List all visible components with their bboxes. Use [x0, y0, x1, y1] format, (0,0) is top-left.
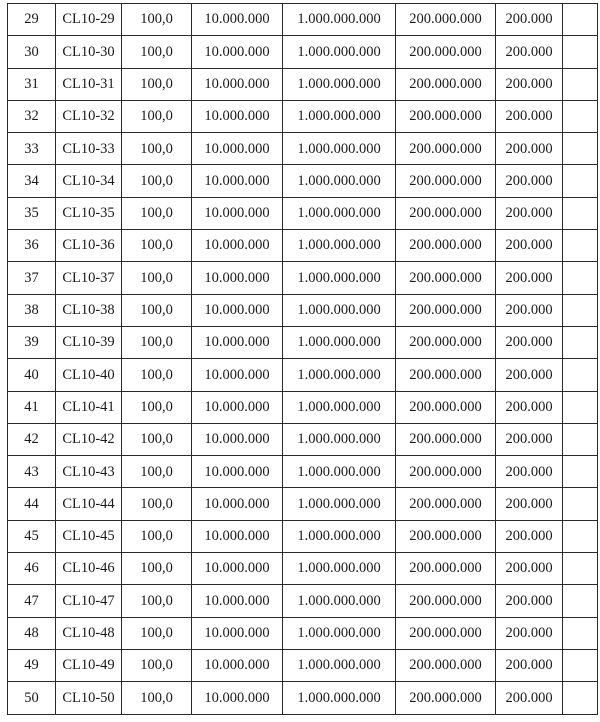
lot-code-cell: CL10-38 — [56, 294, 122, 326]
starting-price-cell: 1.000.000.000 — [283, 553, 396, 585]
starting-price-cell: 1.000.000.000 — [283, 423, 396, 455]
starting-price-cell: 1.000.000.000 — [283, 359, 396, 391]
lot-code-cell: CL10-50 — [56, 682, 122, 714]
table-row — [8, 585, 598, 617]
area-cell: 100,0 — [122, 456, 192, 488]
lot-code-cell: CL10-33 — [56, 133, 122, 165]
unit-price-cell: 10.000.000 — [192, 423, 283, 455]
area-cell: 100,0 — [122, 488, 192, 520]
row-number-cell: 46 — [8, 553, 56, 585]
table-row — [8, 4, 598, 36]
fee-cell: 200.000 — [496, 326, 563, 358]
starting-price-cell: 1.000.000.000 — [283, 488, 396, 520]
table-row — [8, 133, 598, 165]
note-cell — [563, 682, 598, 714]
lots-table-body — [8, 4, 598, 715]
unit-price-cell: 10.000.000 — [192, 165, 283, 197]
starting-price-cell: 1.000.000.000 — [283, 4, 396, 36]
note-cell — [563, 230, 598, 262]
fee-cell: 200.000 — [496, 36, 563, 68]
fee-cell: 200.000 — [496, 617, 563, 649]
unit-price-cell: 10.000.000 — [192, 488, 283, 520]
note-cell — [563, 423, 598, 455]
note-cell — [563, 294, 598, 326]
table-row — [8, 391, 598, 423]
deposit-cell: 200.000.000 — [396, 456, 496, 488]
deposit-cell: 200.000.000 — [396, 36, 496, 68]
deposit-cell: 200.000.000 — [396, 649, 496, 681]
lots-table — [7, 3, 598, 715]
table-row — [8, 197, 598, 229]
deposit-cell: 200.000.000 — [396, 4, 496, 36]
note-cell — [563, 4, 598, 36]
note-cell — [563, 520, 598, 552]
lot-code-cell: CL10-35 — [56, 197, 122, 229]
note-cell — [563, 68, 598, 100]
area-cell: 100,0 — [122, 4, 192, 36]
fee-cell: 200.000 — [496, 133, 563, 165]
deposit-cell: 200.000.000 — [396, 68, 496, 100]
lot-code-cell: CL10-37 — [56, 262, 122, 294]
area-cell: 100,0 — [122, 391, 192, 423]
deposit-cell: 200.000.000 — [396, 617, 496, 649]
unit-price-cell: 10.000.000 — [192, 36, 283, 68]
table-row — [8, 488, 598, 520]
row-number-cell: 30 — [8, 36, 56, 68]
fee-cell: 200.000 — [496, 100, 563, 132]
unit-price-cell: 10.000.000 — [192, 230, 283, 262]
fee-cell: 200.000 — [496, 488, 563, 520]
note-cell — [563, 359, 598, 391]
table-row — [8, 262, 598, 294]
table-row — [8, 100, 598, 132]
starting-price-cell: 1.000.000.000 — [283, 230, 396, 262]
row-number-cell: 48 — [8, 617, 56, 649]
row-number-cell: 36 — [8, 230, 56, 262]
unit-price-cell: 10.000.000 — [192, 682, 283, 714]
table-row — [8, 649, 598, 681]
note-cell — [563, 326, 598, 358]
fee-cell: 200.000 — [496, 391, 563, 423]
area-cell: 100,0 — [122, 36, 192, 68]
unit-price-cell: 10.000.000 — [192, 391, 283, 423]
row-number-cell: 42 — [8, 423, 56, 455]
table-row — [8, 165, 598, 197]
row-number-cell: 44 — [8, 488, 56, 520]
table-row — [8, 682, 598, 714]
starting-price-cell: 1.000.000.000 — [283, 100, 396, 132]
area-cell: 100,0 — [122, 326, 192, 358]
deposit-cell: 200.000.000 — [396, 326, 496, 358]
unit-price-cell: 10.000.000 — [192, 133, 283, 165]
starting-price-cell: 1.000.000.000 — [283, 585, 396, 617]
note-cell — [563, 617, 598, 649]
note-cell — [563, 553, 598, 585]
lot-code-cell: CL10-48 — [56, 617, 122, 649]
fee-cell: 200.000 — [496, 359, 563, 391]
fee-cell: 200.000 — [496, 165, 563, 197]
area-cell: 100,0 — [122, 682, 192, 714]
note-cell — [563, 391, 598, 423]
deposit-cell: 200.000.000 — [396, 165, 496, 197]
unit-price-cell: 10.000.000 — [192, 585, 283, 617]
deposit-cell: 200.000.000 — [396, 391, 496, 423]
lot-code-cell: CL10-49 — [56, 649, 122, 681]
starting-price-cell: 1.000.000.000 — [283, 165, 396, 197]
fee-cell: 200.000 — [496, 520, 563, 552]
area-cell: 100,0 — [122, 585, 192, 617]
area-cell: 100,0 — [122, 520, 192, 552]
fee-cell: 200.000 — [496, 197, 563, 229]
area-cell: 100,0 — [122, 197, 192, 229]
unit-price-cell: 10.000.000 — [192, 553, 283, 585]
fee-cell: 200.000 — [496, 423, 563, 455]
deposit-cell: 200.000.000 — [396, 294, 496, 326]
starting-price-cell: 1.000.000.000 — [283, 649, 396, 681]
note-cell — [563, 262, 598, 294]
unit-price-cell: 10.000.000 — [192, 100, 283, 132]
area-cell: 100,0 — [122, 133, 192, 165]
table-row — [8, 230, 598, 262]
row-number-cell: 49 — [8, 649, 56, 681]
lot-code-cell: CL10-30 — [56, 36, 122, 68]
deposit-cell: 200.000.000 — [396, 423, 496, 455]
lot-code-cell: CL10-36 — [56, 230, 122, 262]
starting-price-cell: 1.000.000.000 — [283, 326, 396, 358]
starting-price-cell: 1.000.000.000 — [283, 391, 396, 423]
area-cell: 100,0 — [122, 553, 192, 585]
note-cell — [563, 456, 598, 488]
unit-price-cell: 10.000.000 — [192, 294, 283, 326]
area-cell: 100,0 — [122, 359, 192, 391]
deposit-cell: 200.000.000 — [396, 585, 496, 617]
unit-price-cell: 10.000.000 — [192, 262, 283, 294]
deposit-cell: 200.000.000 — [396, 100, 496, 132]
unit-price-cell: 10.000.000 — [192, 68, 283, 100]
row-number-cell: 43 — [8, 456, 56, 488]
unit-price-cell: 10.000.000 — [192, 197, 283, 229]
row-number-cell: 38 — [8, 294, 56, 326]
note-cell — [563, 197, 598, 229]
lot-code-cell: CL10-46 — [56, 553, 122, 585]
note-cell — [563, 165, 598, 197]
starting-price-cell: 1.000.000.000 — [283, 682, 396, 714]
lot-code-cell: CL10-47 — [56, 585, 122, 617]
row-number-cell: 40 — [8, 359, 56, 391]
area-cell: 100,0 — [122, 165, 192, 197]
deposit-cell: 200.000.000 — [396, 262, 496, 294]
note-cell — [563, 133, 598, 165]
row-number-cell: 31 — [8, 68, 56, 100]
table-row — [8, 520, 598, 552]
lot-code-cell: CL10-42 — [56, 423, 122, 455]
unit-price-cell: 10.000.000 — [192, 326, 283, 358]
starting-price-cell: 1.000.000.000 — [283, 36, 396, 68]
row-number-cell: 29 — [8, 4, 56, 36]
area-cell: 100,0 — [122, 100, 192, 132]
starting-price-cell: 1.000.000.000 — [283, 456, 396, 488]
row-number-cell: 39 — [8, 326, 56, 358]
note-cell — [563, 100, 598, 132]
unit-price-cell: 10.000.000 — [192, 359, 283, 391]
lot-code-cell: CL10-44 — [56, 488, 122, 520]
table-row — [8, 617, 598, 649]
note-cell — [563, 488, 598, 520]
starting-price-cell: 1.000.000.000 — [283, 197, 396, 229]
note-cell — [563, 585, 598, 617]
starting-price-cell: 1.000.000.000 — [283, 262, 396, 294]
starting-price-cell: 1.000.000.000 — [283, 520, 396, 552]
deposit-cell: 200.000.000 — [396, 553, 496, 585]
table-row — [8, 68, 598, 100]
unit-price-cell: 10.000.000 — [192, 456, 283, 488]
unit-price-cell: 10.000.000 — [192, 617, 283, 649]
starting-price-cell: 1.000.000.000 — [283, 133, 396, 165]
area-cell: 100,0 — [122, 68, 192, 100]
unit-price-cell: 10.000.000 — [192, 4, 283, 36]
area-cell: 100,0 — [122, 649, 192, 681]
deposit-cell: 200.000.000 — [396, 133, 496, 165]
row-number-cell: 35 — [8, 197, 56, 229]
row-number-cell: 32 — [8, 100, 56, 132]
lot-code-cell: CL10-40 — [56, 359, 122, 391]
deposit-cell: 200.000.000 — [396, 520, 496, 552]
area-cell: 100,0 — [122, 294, 192, 326]
note-cell — [563, 649, 598, 681]
area-cell: 100,0 — [122, 262, 192, 294]
table-row — [8, 294, 598, 326]
lot-code-cell: CL10-29 — [56, 4, 122, 36]
row-number-cell: 47 — [8, 585, 56, 617]
row-number-cell: 34 — [8, 165, 56, 197]
fee-cell: 200.000 — [496, 585, 563, 617]
lot-code-cell: CL10-41 — [56, 391, 122, 423]
starting-price-cell: 1.000.000.000 — [283, 68, 396, 100]
lot-code-cell: CL10-39 — [56, 326, 122, 358]
lot-code-cell: CL10-45 — [56, 520, 122, 552]
unit-price-cell: 10.000.000 — [192, 520, 283, 552]
table-row — [8, 423, 598, 455]
fee-cell: 200.000 — [496, 262, 563, 294]
deposit-cell: 200.000.000 — [396, 230, 496, 262]
row-number-cell: 50 — [8, 682, 56, 714]
deposit-cell: 200.000.000 — [396, 682, 496, 714]
starting-price-cell: 1.000.000.000 — [283, 294, 396, 326]
deposit-cell: 200.000.000 — [396, 488, 496, 520]
table-row — [8, 456, 598, 488]
row-number-cell: 45 — [8, 520, 56, 552]
deposit-cell: 200.000.000 — [396, 197, 496, 229]
lot-code-cell: CL10-34 — [56, 165, 122, 197]
area-cell: 100,0 — [122, 230, 192, 262]
fee-cell: 200.000 — [496, 294, 563, 326]
fee-cell: 200.000 — [496, 68, 563, 100]
fee-cell: 200.000 — [496, 4, 563, 36]
deposit-cell: 200.000.000 — [396, 359, 496, 391]
table-row — [8, 553, 598, 585]
row-number-cell: 41 — [8, 391, 56, 423]
table-row — [8, 36, 598, 68]
lot-code-cell: CL10-31 — [56, 68, 122, 100]
table-row — [8, 326, 598, 358]
fee-cell: 200.000 — [496, 682, 563, 714]
fee-cell: 200.000 — [496, 649, 563, 681]
area-cell: 100,0 — [122, 617, 192, 649]
row-number-cell: 37 — [8, 262, 56, 294]
starting-price-cell: 1.000.000.000 — [283, 617, 396, 649]
table-row — [8, 359, 598, 391]
lot-code-cell: CL10-32 — [56, 100, 122, 132]
lot-code-cell: CL10-43 — [56, 456, 122, 488]
fee-cell: 200.000 — [496, 230, 563, 262]
fee-cell: 200.000 — [496, 553, 563, 585]
unit-price-cell: 10.000.000 — [192, 649, 283, 681]
fee-cell: 200.000 — [496, 456, 563, 488]
row-number-cell: 33 — [8, 133, 56, 165]
area-cell: 100,0 — [122, 423, 192, 455]
note-cell — [563, 36, 598, 68]
